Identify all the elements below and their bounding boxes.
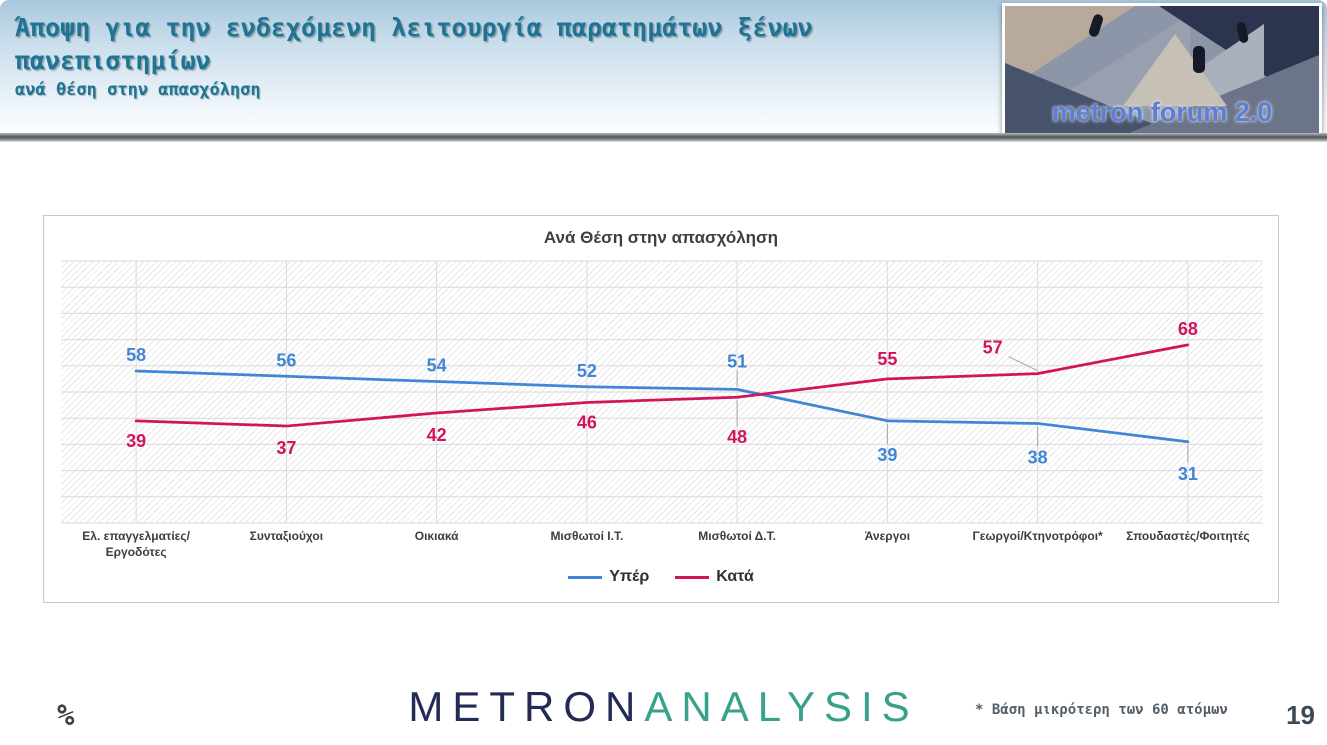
data-label: 48: [727, 427, 748, 448]
data-label: 38: [1027, 447, 1048, 468]
data-label: 57: [982, 337, 1003, 358]
legend-label: Κατά: [716, 568, 754, 585]
label-leader-line: [1009, 357, 1038, 371]
data-label: 52: [576, 360, 597, 381]
data-label: 42: [426, 424, 447, 445]
category-label: Άνεργοι: [864, 529, 911, 543]
legend-item: [675, 568, 754, 586]
data-label: 55: [877, 348, 898, 369]
plot-area: [61, 261, 1263, 523]
category-label: Οικιακά: [414, 529, 459, 543]
title-block: [15, 11, 965, 100]
category-label: Μισθωτοί Δ.Τ.: [698, 529, 776, 543]
base-footnote: * Βάση μικρότερη των 60 ατόμων: [975, 702, 1228, 718]
chart-card: [43, 215, 1279, 603]
data-label: 54: [426, 355, 447, 376]
logo-photo: [1005, 6, 1319, 133]
brand-analysis: ANALYSIS: [644, 683, 919, 730]
category-label: Συνταξιούχοι: [249, 529, 324, 543]
metron-forum-logo: [1002, 3, 1322, 136]
line-chart: [61, 261, 1263, 523]
data-label: 58: [126, 345, 147, 366]
brand-metron: METRON: [408, 683, 645, 730]
chart-title: Ανά Θέση στην απασχόληση: [543, 228, 779, 247]
percent-unit-label: %: [57, 698, 75, 732]
data-label: 51: [727, 351, 748, 372]
legend-item: [568, 568, 649, 586]
data-label: 37: [276, 438, 297, 459]
pedestrian-figure: [1193, 46, 1205, 73]
category-label: Γεωργοί/Κτηνοτρόφοι*: [972, 529, 1103, 543]
data-label: 68: [1177, 318, 1198, 339]
slide-header: [0, 0, 1327, 133]
header-divider-bar: [0, 133, 1327, 142]
data-label: 39: [126, 430, 147, 451]
logo-wordmark: metron forum 2.0: [1051, 97, 1273, 127]
chart-legend: [44, 568, 1278, 586]
data-label: 56: [276, 350, 297, 371]
legend-line-swatch: [568, 576, 602, 579]
legend-line-swatch: [675, 576, 709, 579]
page-subtitle: ανά θέση στην απασχόληση: [15, 80, 261, 100]
series-line: [136, 371, 1188, 442]
data-label: 39: [877, 444, 898, 465]
category-label: Σπουδαστές/Φοιτητές: [1126, 529, 1250, 543]
category-label: Ελ. επαγγελματίες/Εργοδότες: [82, 529, 190, 560]
page-title: Άποψη για την ενδεχόμενη λειτουργία παρατημάτων ξένων πανεπιστημίων: [15, 13, 813, 75]
legend-label: Υπέρ: [609, 568, 650, 585]
data-label: 31: [1177, 463, 1198, 484]
data-label: 46: [576, 412, 597, 433]
page-number: 19: [1286, 700, 1315, 730]
category-axis: [61, 528, 1263, 560]
category-label: Μισθωτοί Ι.Τ.: [550, 529, 624, 543]
